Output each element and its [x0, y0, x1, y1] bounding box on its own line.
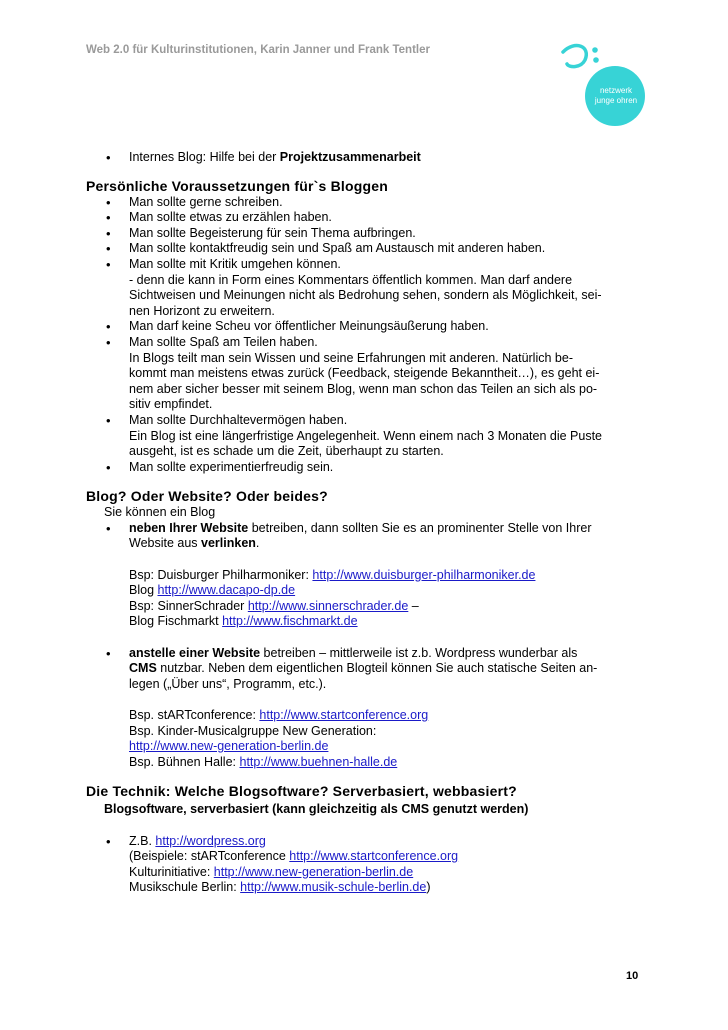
- list-item: • Man sollte etwas zu erzählen haben.: [86, 210, 646, 226]
- example-line: (Beispiele: stARTconference http://www.startconference.org: [129, 849, 459, 864]
- list-item: • Man sollte experimentierfreudig sein.: [86, 460, 646, 476]
- example-line: Bsp: SinnerSchrader http://www.sinnerschrader.de –: [129, 598, 419, 613]
- list-item-text: CMS nutzbar. Neben dem eigentlichen Blogteil können Sie auch statische Seiten an-: [129, 661, 598, 676]
- list-item: • Man sollte mit Kritik umgehen können.: [86, 257, 646, 273]
- list-item: • Man sollte Durchhaltevermögen haben.: [86, 413, 646, 429]
- list-item: • Man sollte Spaß am Teilen haben.: [86, 335, 646, 351]
- example-line: Kulturinitiative: http://www.new-generation-berlin.de: [129, 864, 414, 879]
- list-item: • neben Ihrer Website betreiben, dann sollten Sie es an prominenter Stelle von Ihrer: [86, 521, 646, 537]
- intro-text: Sie können ein Blog: [104, 505, 216, 520]
- example-line: [86, 739, 646, 755]
- list-item-text: nem aber sicher besser mit seinem Blog, wenn man schon das Teilen an sich als po-: [129, 381, 598, 396]
- list-item: • Internes Blog: Hilfe bei der Projektzusammenarbeit: [86, 150, 646, 166]
- link[interactable]: http://www.sinnerschrader.de: [247, 598, 409, 613]
- body-content: [86, 150, 646, 896]
- spacer: [86, 552, 646, 568]
- link[interactable]: http://www.fischmarkt.de: [222, 614, 358, 629]
- example-line: Musikschule Berlin: http://www.musik-schule-berlin.de): [129, 880, 431, 895]
- list-item: • Man darf keine Scheu vor öffentlicher Meinungsäußerung haben.: [86, 319, 646, 335]
- list-item-text: kommt man meistens etwas zurück (Feedback, steigende Bekanntheit…), es geht ei-: [129, 366, 600, 381]
- link[interactable]: http://www.new-generation-berlin.de: [129, 739, 329, 754]
- sub-heading: Blogsoftware, serverbasiert (kann gleichzeitig als CMS genutzt werden): [104, 802, 529, 817]
- list-item: • anstelle einer Website betreiben – mittlerweile ist z.b. Wordpress wunderbar als: [86, 646, 646, 662]
- link[interactable]: http://wordpress.org: [155, 833, 266, 848]
- list-item: • Z.B. http://wordpress.org: [86, 834, 646, 850]
- link[interactable]: http://www.duisburger-philharmoniker.de: [312, 567, 536, 582]
- example-line: Bsp: Duisburger Philharmoniker: http://www.duisburger-philharmoniker.de: [129, 567, 536, 582]
- list-item-text: Website aus verlinken.: [129, 536, 260, 551]
- section-heading: Die Technik: Welche Blogsoftware? Serverbasiert, webbasiert?: [86, 783, 517, 800]
- section-heading: Persönliche Voraussetzungen für`s Bloggen: [86, 177, 388, 194]
- spacer: [86, 692, 646, 708]
- link[interactable]: http://www.new-generation-berlin.de: [213, 864, 414, 879]
- list-item-text: sitiv empfindet.: [129, 397, 213, 412]
- logo-text: [589, 86, 643, 106]
- spacer: [86, 630, 646, 646]
- example-line: Bsp. stARTconference: http://www.startconference.org: [129, 708, 429, 722]
- list-item-text: nen Horizont zu erweitern.: [129, 303, 275, 318]
- logo-line-2: junge ohren: [594, 96, 638, 105]
- spacer: [86, 818, 646, 834]
- logo: [555, 38, 645, 128]
- link[interactable]: http://www.musik-schule-berlin.de: [240, 880, 427, 895]
- example-line: Blog Fischmarkt http://www.fischmarkt.de: [129, 614, 358, 629]
- logo-line-1: netzwerk: [599, 86, 632, 95]
- page-number: 10: [626, 970, 639, 982]
- link[interactable]: http://www.startconference.org: [289, 849, 459, 864]
- section-heading: Blog? Oder Website? Oder beides?: [86, 488, 328, 505]
- link[interactable]: http://www.buehnen-halle.de: [239, 754, 398, 769]
- example-line: Bsp. Kinder-Musicalgruppe New Generation:: [129, 723, 377, 738]
- list-item-text: Ein Blog ist eine längerfristige Angelegenheit. Wenn einem nach 3 Monaten die Puste: [129, 428, 602, 443]
- example-line: Blog http://www.dacapo-dp.de: [129, 583, 296, 598]
- list-item: • Man sollte kontaktfreudig sein und Spaß am Austausch mit anderen haben.: [86, 241, 646, 257]
- list-item-text: - denn die kann in Form eines Kommentars öffentlich kommen. Man darf andere: [129, 272, 573, 287]
- list-item-text: In Blogs teilt man sein Wissen und seine Erfahrungen mit anderen. Natürlich be-: [129, 350, 573, 365]
- list-item: • Man sollte gerne schreiben.: [86, 195, 646, 211]
- link[interactable]: http://www.dacapo-dp.de: [157, 583, 296, 598]
- link[interactable]: http://www.startconference.org: [259, 708, 429, 722]
- example-line: Bsp. Bühnen Halle: http://www.buehnen-halle.de: [129, 754, 398, 769]
- list-item: • Man sollte Begeisterung für sein Thema aufbringen.: [86, 226, 646, 242]
- list-item-text: Sichtweisen und Meinungen nicht als Bedrohung sehen, sondern als Möglichkeit, sei-: [129, 288, 602, 303]
- running-header: Web 2.0 für Kulturinstitutionen, Karin Janner und Frank Tentler: [86, 44, 430, 56]
- list-item-text: ausgeht, ist es schade um die Zeit, überhaupt zu starten.: [129, 444, 444, 459]
- list-item-text: legen („Über uns“, Programm, etc.).: [129, 676, 327, 691]
